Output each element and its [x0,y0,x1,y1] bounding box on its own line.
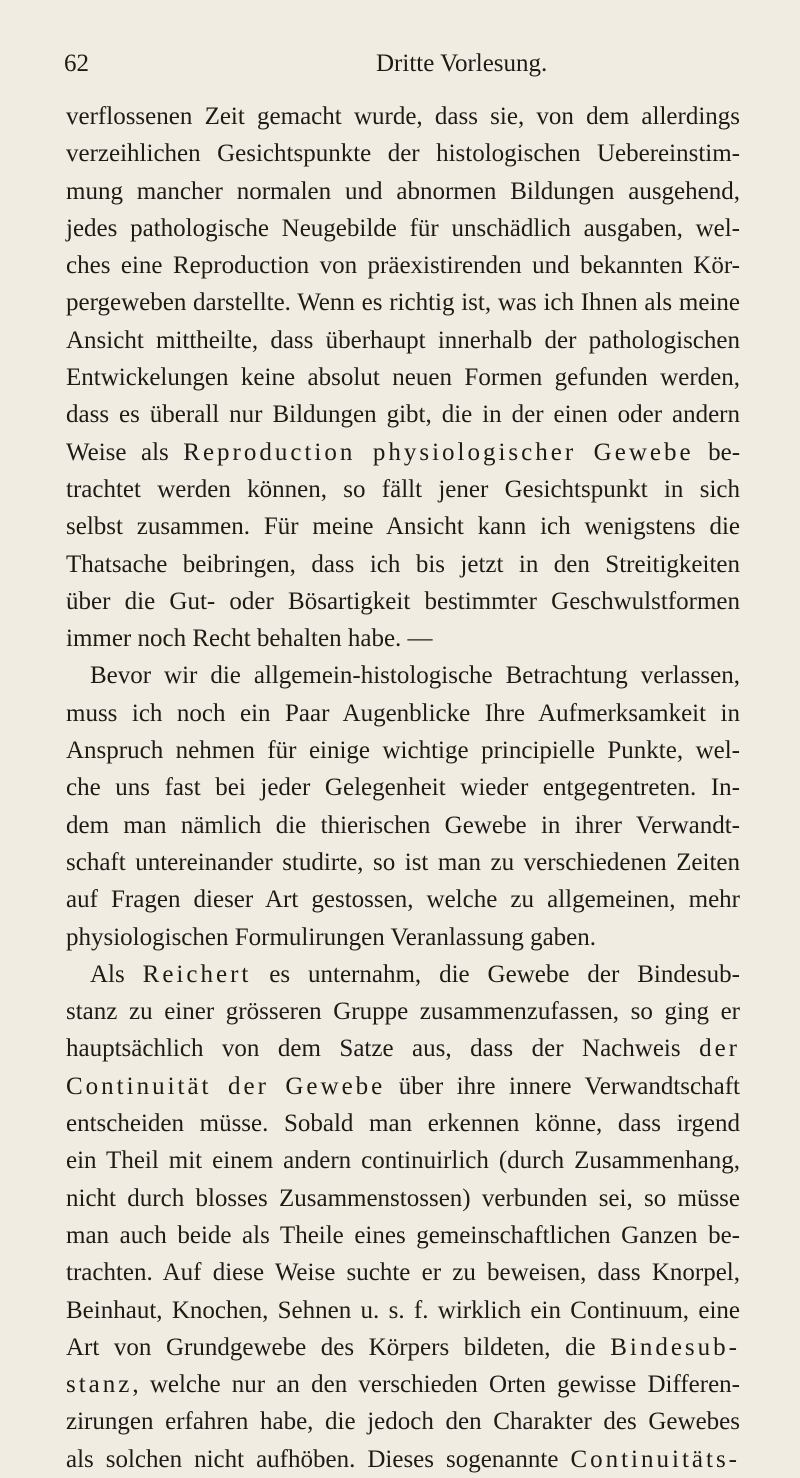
running-title: Dritte Vorlesung. [376,50,548,77]
text-line: Anspruch nehmen für einige wichtige principielle Punkte, wel- [66,737,740,765]
text-line: ein Theil mit einem andern continuirlich (durch Zusammenhang, [66,1147,740,1175]
text-line: verzeihlichen Gesichtspunkte der histologischen Uebereinstim- [66,140,740,168]
text-line: physiologischen Formulirungen Veranlassung gaben. [66,923,597,951]
text-line: pergeweben darstellte. Wenn es richtig ist, was ich Ihnen als meine [66,289,740,317]
text-line: immer noch Recht behalten habe. — [66,625,433,653]
text-line: che uns fast bei jeder Gelegenheit wieder entgegentreten. In- [66,774,740,802]
text-line: stanz zu einer grösseren Gruppe zusammenzufassen, so ging er [66,998,740,1026]
text-line: Als Reichert es unternahm, die Gewebe der Bindesub- [90,960,740,988]
text-line: muss ich noch ein Paar Augenblicke Ihre Aufmerksamkeit in [66,699,740,727]
text-line: man auch beide als Theile eines gemeinschaftlichen Ganzen be- [66,1221,740,1249]
text-line: verflossenen Zeit gemacht wurde, dass sie, von dem allerdings [66,103,740,130]
spaced-emphasis: Bindesub- [610,1333,740,1361]
text-line: stanz, welche nur an den verschieden Orten gewisse Differen- [66,1371,740,1399]
text-line: trachten. Auf diese Weise suchte er zu beweisen, dass Knorpel, [66,1259,740,1287]
text-line: auf Fragen dieser Art gestossen, welche zu allgemeinen, mehr [66,886,740,914]
text-line: hauptsächlich von dem Satze aus, dass der Nachweis der [66,1035,740,1063]
page-number: 62 [64,50,89,77]
text-line: nicht durch blosses Zusammenstossen) verbunden sei, so müsse [66,1184,740,1212]
body-text [66,98,740,1478]
text-line: Thatsache beibringen, dass ich bis jetzt in den Streitigkeiten [66,550,740,578]
text-line: trachtet werden können, so fällt jener Gesichtspunkt in sich [66,475,740,503]
text-line: Bevor wir die allgemein-histologische Betrachtung verlassen, [90,662,740,690]
spaced-emphasis: Continuitäts- [570,1445,740,1473]
text-line: Continuität der Gewebe über ihre innere Verwandtschaft [66,1072,740,1100]
text-line: als solchen nicht aufhöben. Dieses sogenannte Continuitäts- [66,1445,740,1473]
spaced-emphasis: stanz [66,1371,133,1399]
running-head [64,50,736,84]
text-line: mung mancher normalen und abnormen Bildungen ausgehend, [66,177,740,205]
text-line: dem man nämlich die thierischen Gewebe in ihrer Verwandt- [66,811,740,839]
text-line: zirungen erfahren habe, die jedoch den Charakter des Gewebes [66,1408,740,1436]
spaced-emphasis: Reichert [142,960,252,988]
text-line: Art von Grundgewebe des Körpers bildeten, die Bindesub- [66,1333,740,1361]
text-line: dass es überall nur Bildungen gibt, die in der einen oder andern [66,401,740,429]
text-line: jedes pathologische Neugebilde für unschädlich ausgaben, wel- [66,214,740,242]
text-line: entscheiden müsse. Sobald man erkennen könne, dass irgend [66,1110,740,1138]
text-line: Weise als Reproduction physiologischer Gewebe be- [66,438,741,466]
spaced-emphasis: Reproduction physiologischer Gewebe [183,438,694,466]
text-line: schaft untereinander studirte, so ist man zu verschiedenen Zeiten [66,848,740,876]
spaced-emphasis: Continuität der Gewebe [66,1072,386,1100]
text-line: ches eine Reproduction von präexistirenden und bekannten Kör- [66,252,740,280]
text-line: Ansicht mittheilte, dass überhaupt innerhalb der pathologischen [66,326,740,354]
text-line: selbst zusammen. Für meine Ansicht kann ich wenigstens die [66,513,740,541]
text-line: Beinhaut, Knochen, Sehnen u. s. f. wirklich ein Continuum, eine [66,1296,740,1324]
text-line: Entwickelungen keine absolut neuen Formen gefunden werden, [66,364,740,392]
spaced-emphasis: der [699,1035,740,1063]
text-line: über die Gut- oder Bösartigkeit bestimmter Geschwulstformen [66,587,740,615]
